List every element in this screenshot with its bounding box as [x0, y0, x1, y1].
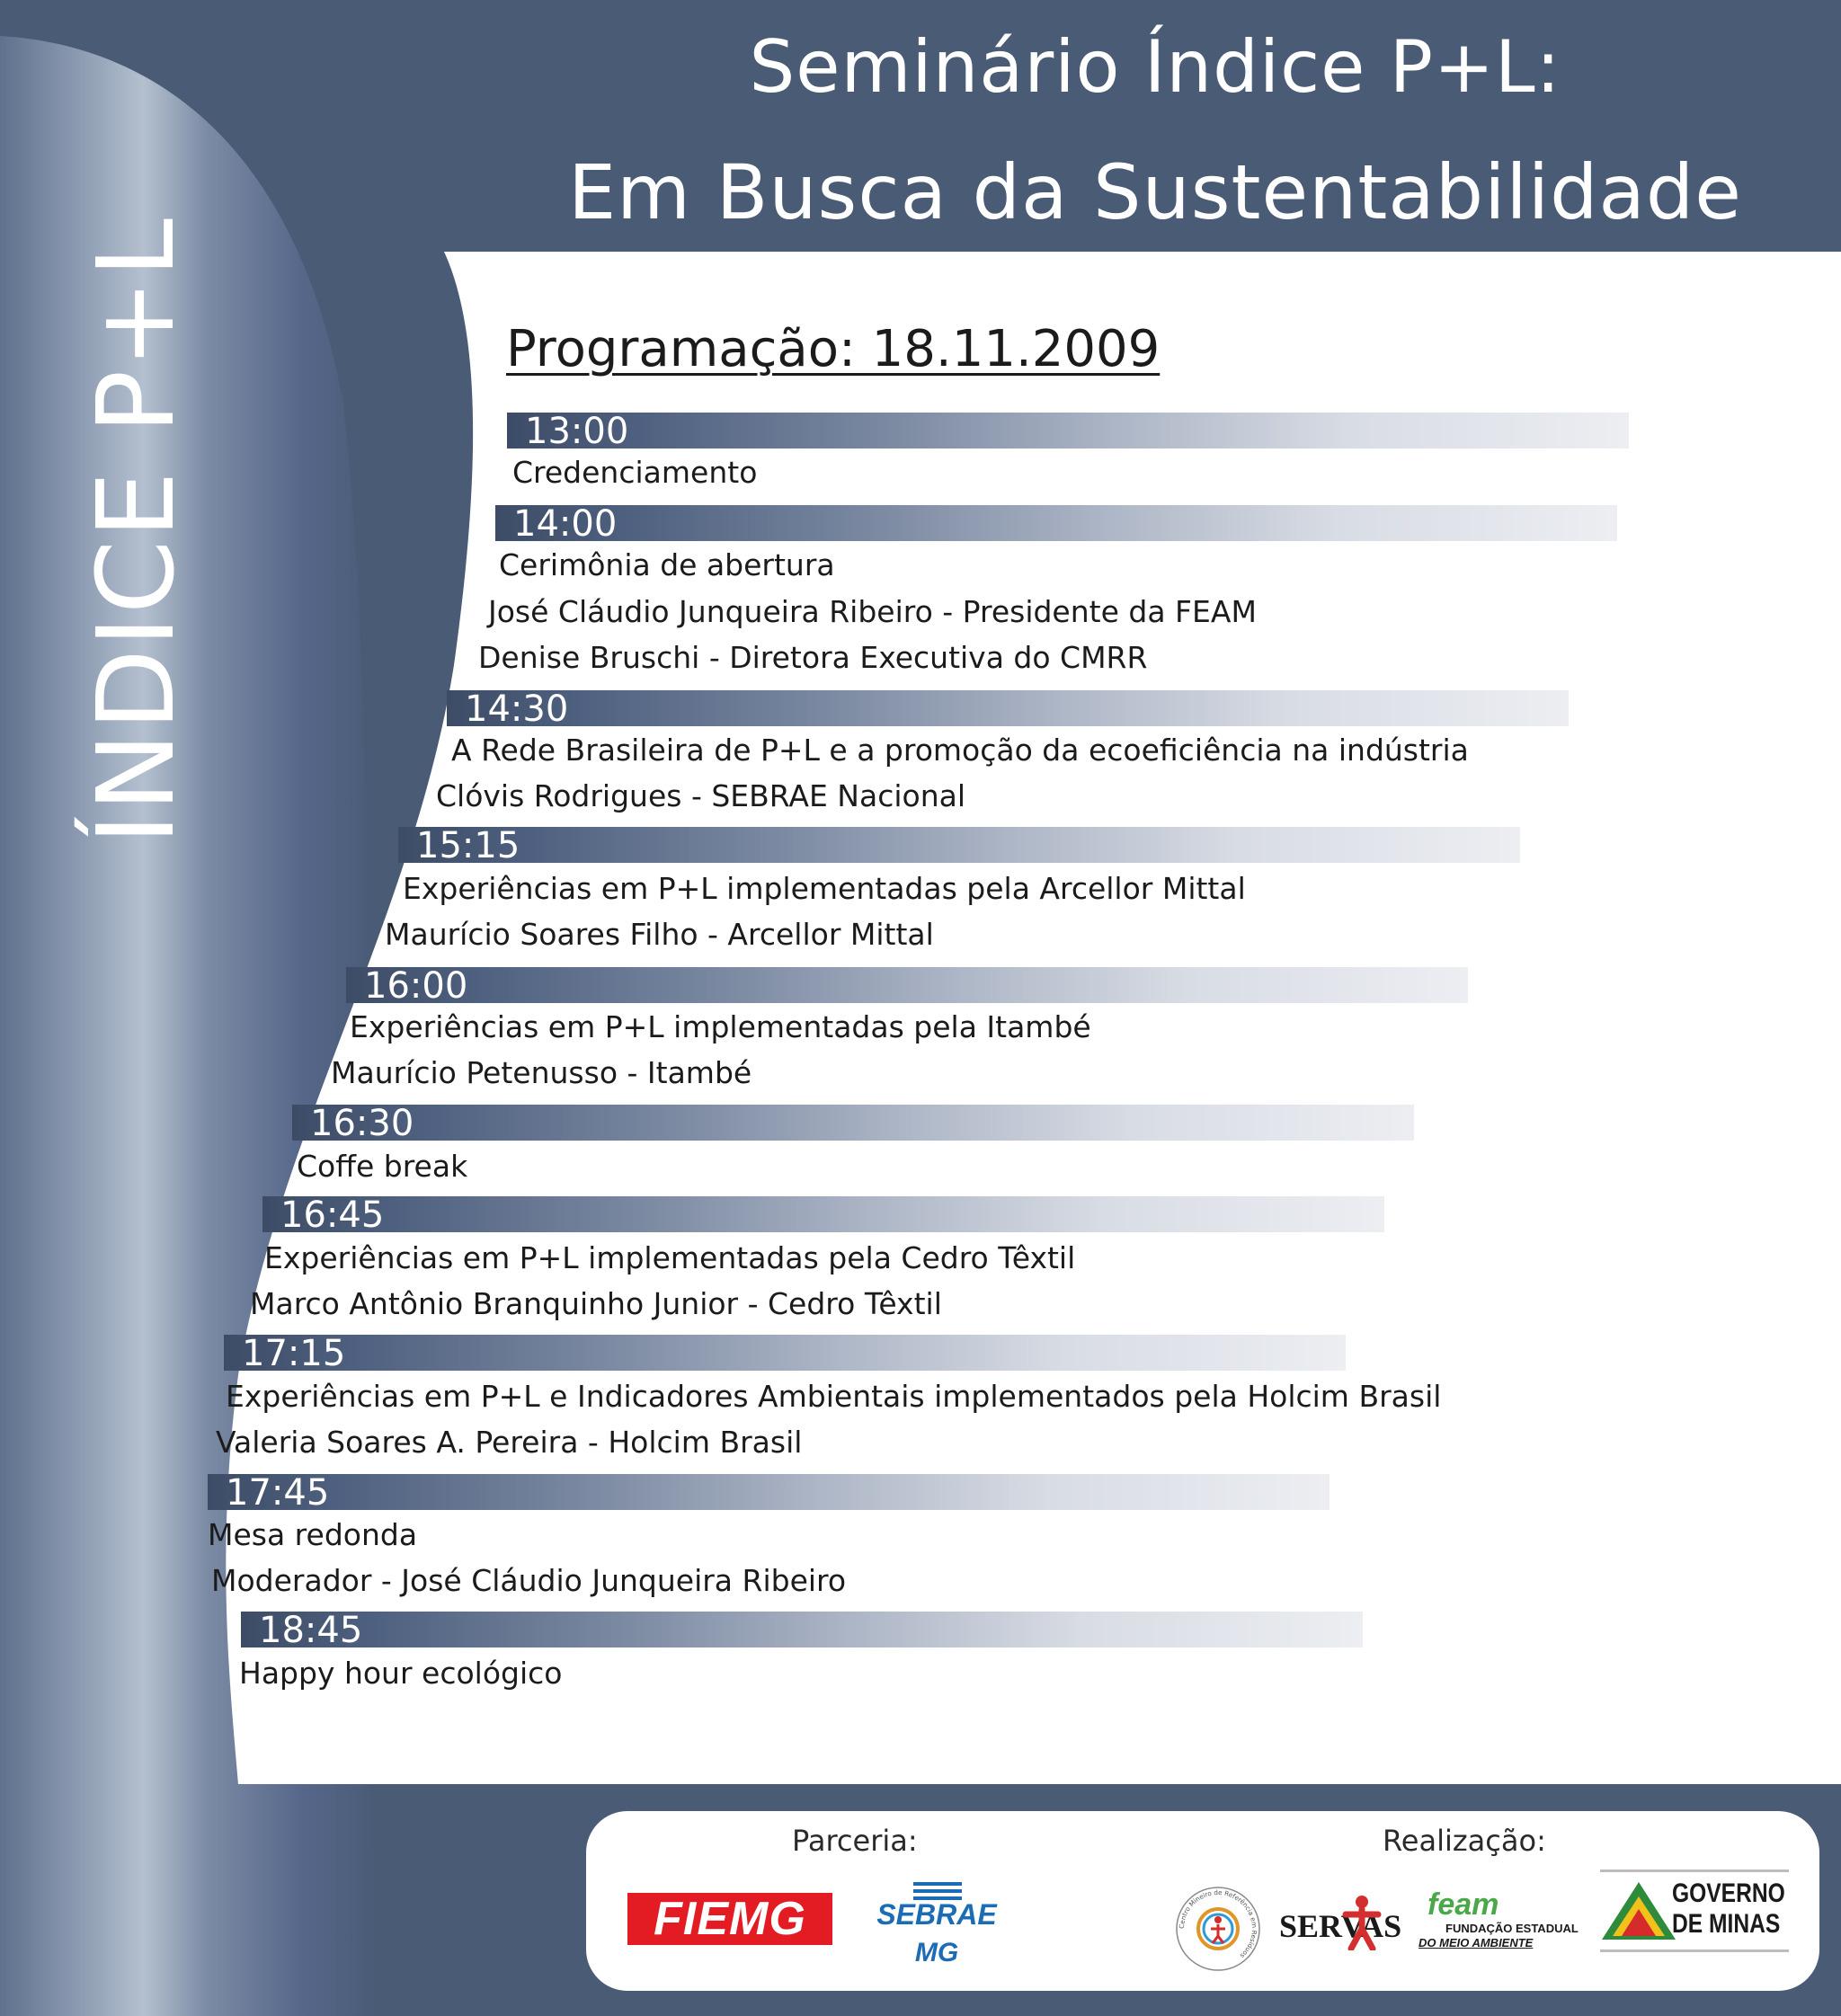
session-speaker: Valeria Soares A. Pereira - Holcim Brasil	[216, 1425, 803, 1460]
sebrae-region-text: MG	[914, 1938, 959, 1967]
time-bar	[507, 411, 1629, 452]
time-bar	[292, 1103, 1414, 1144]
session-speaker: José Cláudio Junqueira Ribeiro - Presidente da FEAM	[488, 594, 1257, 629]
session-speaker: Clóvis Rodrigues - SEBRAE Nacional	[436, 778, 966, 813]
program-heading: Programação: 18.11.2009	[506, 320, 1161, 378]
session-title: Experiências em P+L implementadas pela Cedro Têxtil	[264, 1240, 1076, 1275]
governo-rule	[1600, 1869, 1789, 1872]
session-title: Experiências em P+L implementadas pela Arcellor Mittal	[403, 871, 1246, 906]
session-title: Coffe break	[297, 1149, 468, 1184]
time-bar	[262, 1195, 1384, 1236]
session-time: 16:30	[310, 1103, 414, 1144]
sebrae-stripe	[913, 1889, 962, 1893]
servas-logo-text: SERVAS	[1279, 1908, 1402, 1944]
session-title: Mesa redonda	[208, 1517, 418, 1552]
servas-figure-icon	[1335, 1895, 1385, 1950]
time-bar	[241, 1610, 1363, 1651]
time-bar	[346, 965, 1468, 1007]
session-time: 13:00	[525, 411, 629, 452]
sebrae-logo	[874, 1880, 1000, 1979]
session-time: 16:00	[364, 965, 468, 1007]
governo-text-2: DE MINAS	[1672, 1909, 1781, 1939]
feam-subtitle-2: DO MEIO AMBIENTE	[1419, 1936, 1534, 1949]
session-title: Happy hour ecológico	[239, 1656, 563, 1691]
session-speaker: Maurício Petenusso - Itambé	[331, 1055, 752, 1090]
time-bar	[398, 825, 1520, 866]
time-bar	[208, 1472, 1330, 1514]
governo-text-1: GOVERNO	[1672, 1878, 1785, 1908]
title-line-1: Seminário Índice P+L:	[749, 25, 1561, 109]
session-time: 14:30	[465, 688, 569, 730]
session-time: 15:15	[416, 825, 520, 866]
session-speaker: Moderador - José Cláudio Junqueira Ribeiro	[211, 1563, 847, 1598]
session-time: 17:45	[226, 1472, 330, 1514]
session-title: Cerimônia de abertura	[499, 547, 835, 582]
servas-logo	[1279, 1895, 1400, 1950]
session-title: A Rede Brasileira de P+L e a promoção da ecoeficiência na indústria	[451, 733, 1469, 768]
governo-triangle-icon	[1600, 1880, 1677, 1941]
session-title: Experiências em P+L e Indicadores Ambientais implementados pela Holcim Brasil	[226, 1379, 1442, 1414]
session-speaker: Maurício Soares Filho - Arcellor Mittal	[385, 917, 934, 952]
side-vertical-title: ÍNDICE P+L	[74, 217, 198, 845]
session-time: 14:00	[513, 503, 618, 545]
session-speaker: Denise Bruschi - Diretora Executiva do CMRR	[478, 640, 1148, 675]
session-title: Experiências em P+L implementadas pela Itambé	[350, 1009, 1091, 1044]
session-time: 17:15	[242, 1333, 346, 1374]
session-title: Credenciamento	[512, 455, 758, 490]
feam-logo-text: feam	[1427, 1887, 1499, 1922]
time-bar	[495, 503, 1617, 545]
realization-label: Realização:	[1383, 1824, 1546, 1858]
session-time: 16:45	[280, 1195, 385, 1236]
partnership-label: Parceria:	[792, 1824, 918, 1858]
fiemg-logo-text: FIEMG	[654, 1893, 806, 1945]
sebrae-logo-text: SEBRAE	[876, 1898, 997, 1931]
governo-rule	[1600, 1949, 1789, 1952]
fiemg-logo	[627, 1893, 832, 1945]
sebrae-stripe	[913, 1882, 962, 1886]
title-line-2: Em Busca da Sustentabilidade	[568, 148, 1742, 236]
session-time: 18:45	[259, 1610, 363, 1651]
feam-subtitle-1: FUNDAÇÃO ESTADUAL	[1445, 1922, 1579, 1935]
cmrr-logo	[1175, 1886, 1261, 1972]
time-bar	[447, 688, 1569, 730]
feam-logo	[1419, 1887, 1579, 1952]
cmrr-ring-text: Centro Mineiro de Referência em Resíduos	[1177, 1887, 1259, 1960]
session-speaker: Marco Antônio Branquinho Junior - Cedro Têxtil	[250, 1286, 942, 1321]
time-bar	[224, 1333, 1346, 1374]
governo-de-minas-logo	[1600, 1869, 1789, 1952]
